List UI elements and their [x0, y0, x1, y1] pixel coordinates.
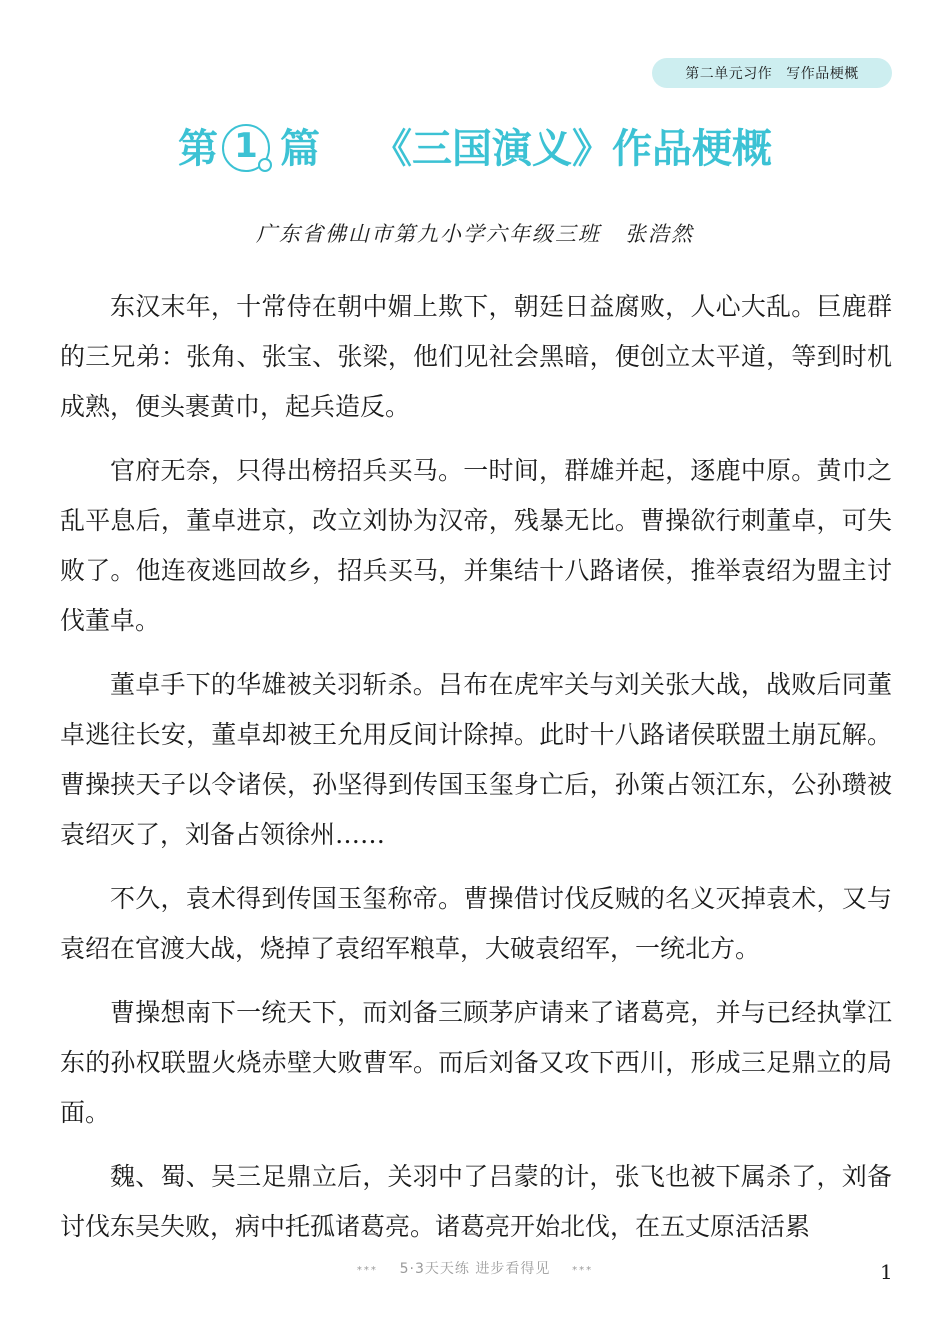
paragraph-2: 官府无奈，只得出榜招兵买马。一时间，群雄并起，逐鹿中原。黄巾之乱平息后，董卓进京，改立刘协为汉帝，残暴无比。曹操欲行刺董卓，可失败了。他连夜逃回故乡，招兵买马，并集结十八路诸侯，推举袁绍为盟主讨伐董卓。 — [60, 456, 892, 635]
page-footer — [0, 1258, 950, 1278]
paragraph-3: 董卓手下的华雄被关羽斩杀。吕布在虎牢关与刘关张大战，战败后同董卓逃往长安，董卓却被王允用反间计除掉。此时十八路诸侯联盟土崩瓦解。曹操挟天子以令诸侯，孙坚得到传国玉玺身亡后，孙策占领江东，公孙瓒被袁绍灭了，刘备占领徐州…… — [60, 670, 892, 849]
footer-slogan: 5·3天天练 进步看得见 — [399, 1261, 551, 1277]
unit-label: 第二单元习作 — [685, 66, 773, 82]
title-text: 《三国演义》作品梗概 — [372, 126, 772, 172]
article-number: 1 — [234, 126, 258, 166]
footer-stars-left: *** — [356, 1265, 378, 1276]
page-number: 1 — [880, 1260, 893, 1284]
paragraph-5: 曹操想南下一统天下，而刘备三顾茅庐请来了诸葛亮，并与已经执掌江东的孙权联盟火烧赤壁大败曹军。而后刘备又攻下西川，形成三足鼎立的局面。 — [60, 998, 892, 1127]
number-circle-icon — [222, 124, 276, 178]
section-badge — [652, 58, 892, 88]
page-title — [0, 118, 950, 180]
title-suffix: 篇 — [280, 126, 320, 172]
paragraph-1: 东汉末年，十常侍在朝中媚上欺下，朝廷日益腐败，人心大乱。巨鹿群的三兄弟：张角、张宝、张梁，他们见社会黑暗，便创立太平道，等到时机成熟，便头裹黄巾，起兵造反。 — [60, 292, 892, 421]
title-prefix: 第 — [178, 126, 218, 172]
paragraph-6: 魏、蜀、吴三足鼎立后，关羽中了吕蒙的计，张飞也被下属杀了，刘备讨伐东吴失败，病中托孤诸葛亮。诸葛亮开始北伐，在五丈原活活累 — [60, 1162, 892, 1241]
topic-label: 写作品梗概 — [786, 66, 859, 82]
article-body — [60, 282, 892, 1266]
paragraph-4: 不久，袁术得到传国玉玺称帝。曹操借讨伐反贼的名义灭掉袁术，又与袁绍在官渡大战，烧掉了袁绍军粮草，大破袁绍军，一统北方。 — [60, 884, 892, 963]
author-school: 广东省佛山市第九小学六年级三班 — [256, 222, 601, 246]
author-name: 张浩然 — [625, 222, 694, 246]
footer-stars-right: *** — [572, 1265, 594, 1276]
byline — [0, 218, 950, 248]
